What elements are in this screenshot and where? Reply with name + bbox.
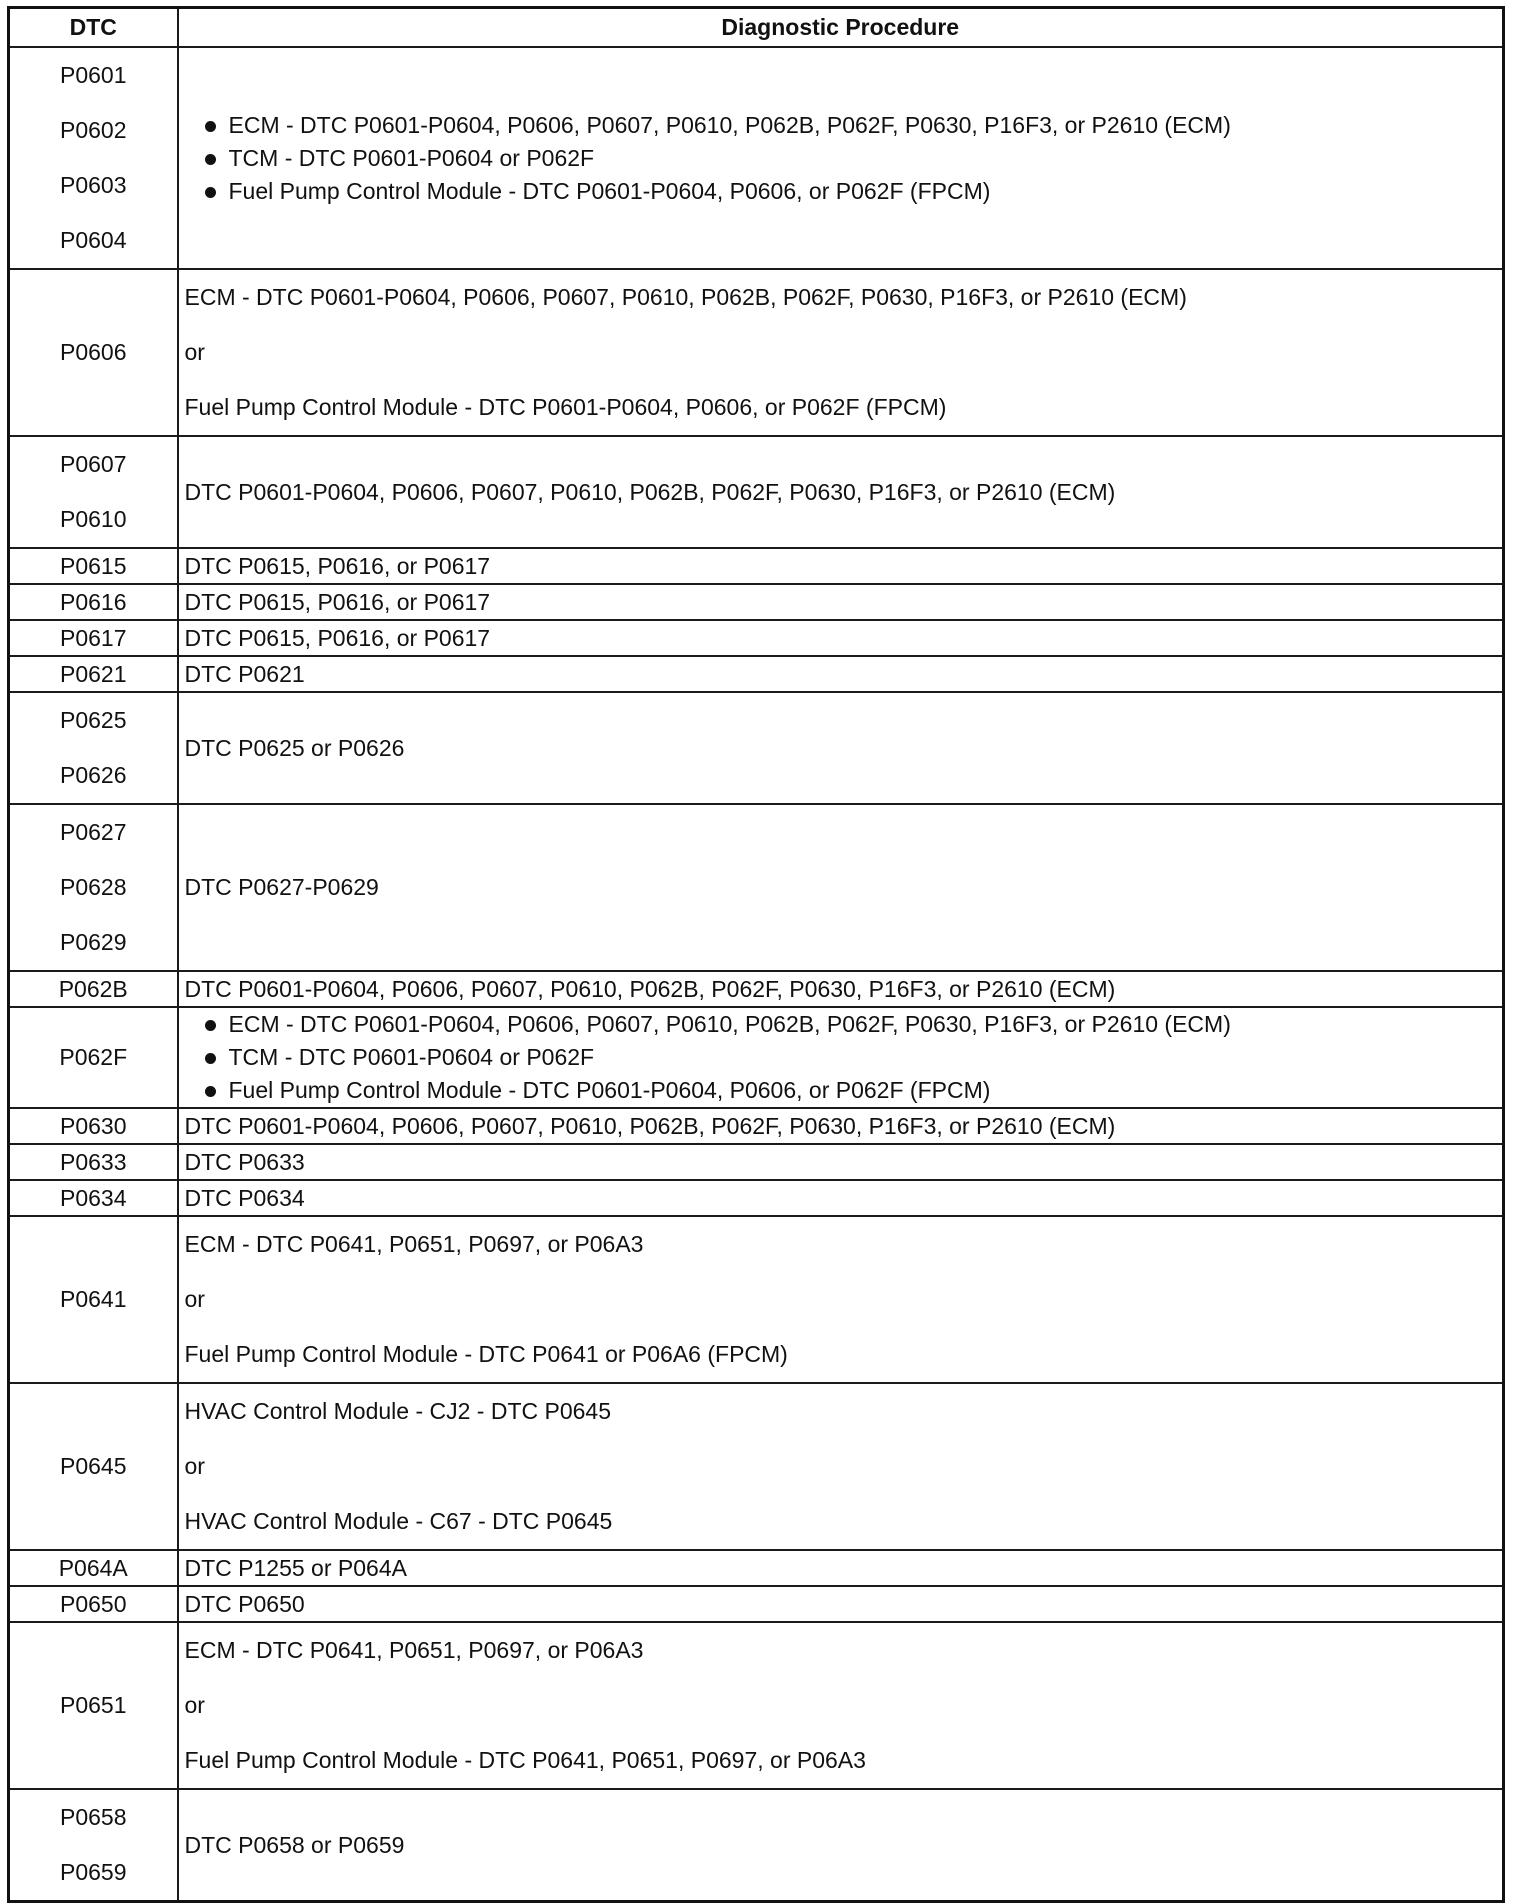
procedure-text: DTC P1255 or P064A [184, 1554, 407, 1581]
procedure-cell [178, 1586, 1504, 1622]
procedure-bullet-list [185, 109, 1497, 208]
dtc-code: P0627 [59, 819, 127, 845]
dtc-cell [9, 1007, 178, 1108]
procedure-text: DTC P0621 [184, 660, 305, 687]
procedure-cell [178, 692, 1504, 804]
dtc-cell [9, 1144, 178, 1180]
procedure-cell [178, 436, 1504, 548]
procedure-text: DTC P0615, P0616, or P0617 [184, 552, 491, 579]
table-row [9, 1108, 1504, 1144]
table-row [9, 620, 1504, 656]
dtc-code: P0616 [59, 588, 127, 615]
dtc-code: P0634 [59, 1184, 127, 1211]
procedure-cell [178, 1789, 1504, 1902]
table-row [9, 47, 1504, 269]
procedure-bullet-item: Fuel Pump Control Module - DTC P0601-P0604, P0606, or P062F (FPCM) [229, 175, 1497, 208]
procedure-bullet-item: TCM - DTC P0601-P0604 or P062F [229, 142, 1497, 175]
procedure-text: DTC P0601-P0604, P0606, P0607, P0610, P062B, P062F, P0630, P16F3, or P2610 (ECM) [184, 478, 1116, 505]
procedure-cell [178, 804, 1504, 971]
procedure-text: HVAC Control Module - CJ2 - DTC P0645 [184, 1398, 611, 1424]
table-row [9, 1144, 1504, 1180]
procedure-text: or [184, 1692, 205, 1718]
dtc-code: P0601 [59, 62, 127, 88]
dtc-code: P0606 [59, 339, 127, 365]
procedure-text: or [184, 339, 205, 365]
procedure-text: DTC P0634 [184, 1184, 305, 1211]
dtc-code: P0602 [59, 117, 127, 143]
dtc-cell [9, 548, 178, 584]
dtc-column-header: DTC [9, 8, 178, 48]
dtc-table [7, 6, 1505, 1903]
procedure-cell [178, 1144, 1504, 1180]
dtc-cell [9, 47, 178, 269]
procedure-text: DTC P0601-P0604, P0606, P0607, P0610, P062B, P062F, P0630, P16F3, or P2610 (ECM) [184, 975, 1116, 1002]
dtc-code: P0617 [59, 624, 127, 651]
procedure-cell [178, 47, 1504, 269]
table-row [9, 548, 1504, 584]
table-row [9, 804, 1504, 971]
dtc-code: P0650 [59, 1590, 127, 1617]
procedure-cell [178, 584, 1504, 620]
procedure-text: DTC P0627-P0629 [184, 874, 379, 900]
procedure-bullet-item: ECM - DTC P0601-P0604, P0606, P0607, P0610, P062B, P062F, P0630, P16F3, or P2610 (ECM) [229, 1008, 1497, 1041]
procedure-cell [178, 1383, 1504, 1550]
procedure-bullet-item: ECM - DTC P0601-P0604, P0606, P0607, P0610, P062B, P062F, P0630, P16F3, or P2610 (ECM) [229, 109, 1497, 142]
table-row [9, 1180, 1504, 1216]
dtc-cell [9, 1216, 178, 1383]
procedure-cell [178, 1550, 1504, 1586]
procedure-text: HVAC Control Module - C67 - DTC P0645 [184, 1508, 613, 1534]
dtc-cell [9, 436, 178, 548]
table-row [9, 1007, 1504, 1108]
procedure-bullet-item: TCM - DTC P0601-P0604 or P062F [229, 1041, 1497, 1074]
procedure-cell [178, 971, 1504, 1007]
table-row [9, 692, 1504, 804]
procedure-text: DTC P0615, P0616, or P0617 [184, 588, 491, 615]
table-row [9, 269, 1504, 436]
dtc-code: P0629 [59, 929, 127, 955]
procedure-text: ECM - DTC P0601-P0604, P0606, P0607, P0610, P062B, P062F, P0630, P16F3, or P2610 (ECM) [184, 284, 1187, 310]
procedure-text: Fuel Pump Control Module - DTC P0641, P0651, P0697, or P06A3 [184, 1747, 866, 1773]
procedure-text: DTC P0625 or P0626 [184, 734, 405, 761]
procedure-text: Fuel Pump Control Module - DTC P0601-P0604, P0606, or P062F (FPCM) [184, 394, 947, 420]
procedure-text: or [184, 1453, 205, 1479]
table-row [9, 1622, 1504, 1789]
dtc-code: P0610 [59, 506, 127, 532]
dtc-code: P064A [58, 1554, 128, 1581]
table-row [9, 584, 1504, 620]
procedure-cell [178, 656, 1504, 692]
dtc-cell [9, 1550, 178, 1586]
procedure-text: DTC P0633 [184, 1148, 305, 1175]
dtc-cell [9, 971, 178, 1007]
dtc-code: P062B [58, 975, 128, 1002]
table-row [9, 436, 1504, 548]
procedure-text: DTC P0601-P0604, P0606, P0607, P0610, P062B, P062F, P0630, P16F3, or P2610 (ECM) [184, 1112, 1116, 1139]
dtc-cell [9, 1108, 178, 1144]
dtc-cell [9, 584, 178, 620]
dtc-cell [9, 1586, 178, 1622]
dtc-cell [9, 804, 178, 971]
dtc-code: P062F [59, 1044, 128, 1070]
dtc-code: P0659 [59, 1859, 127, 1885]
dtc-code: P0630 [59, 1112, 127, 1139]
dtc-code: P0626 [59, 762, 127, 788]
procedure-cell [178, 1180, 1504, 1216]
procedure-text: ECM - DTC P0641, P0651, P0697, or P06A3 [184, 1231, 644, 1257]
procedure-column-header: Diagnostic Procedure [178, 8, 1504, 48]
procedure-cell [178, 269, 1504, 436]
dtc-cell [9, 656, 178, 692]
dtc-code: P0651 [59, 1692, 127, 1718]
table-row [9, 1586, 1504, 1622]
dtc-code: P0603 [59, 172, 127, 198]
dtc-code: P0615 [59, 552, 127, 579]
table-row [9, 1216, 1504, 1383]
procedure-text: ECM - DTC P0641, P0651, P0697, or P06A3 [184, 1637, 644, 1663]
dtc-cell [9, 692, 178, 804]
dtc-cell [9, 1622, 178, 1789]
table-row [9, 1789, 1504, 1902]
procedure-cell [178, 1216, 1504, 1383]
procedure-cell [178, 548, 1504, 584]
dtc-code: P0604 [59, 227, 127, 253]
dtc-code: P0607 [59, 451, 127, 477]
header-row [9, 8, 1504, 48]
dtc-code: P0621 [59, 660, 127, 687]
procedure-text: DTC P0658 or P0659 [184, 1831, 405, 1858]
procedure-text: DTC P0615, P0616, or P0617 [184, 624, 491, 651]
dtc-cell [9, 620, 178, 656]
table-row [9, 971, 1504, 1007]
procedure-bullet-item: Fuel Pump Control Module - DTC P0601-P0604, P0606, or P062F (FPCM) [229, 1074, 1497, 1107]
dtc-cell [9, 1180, 178, 1216]
procedure-bullet-list [185, 1008, 1497, 1107]
procedure-cell [178, 1108, 1504, 1144]
dtc-cell [9, 1789, 178, 1902]
table-row [9, 656, 1504, 692]
procedure-text: or [184, 1286, 205, 1312]
procedure-text: Fuel Pump Control Module - DTC P0641 or P06A6 (FPCM) [184, 1341, 788, 1367]
dtc-code: P0641 [59, 1286, 127, 1312]
dtc-cell [9, 1383, 178, 1550]
dtc-cell [9, 269, 178, 436]
dtc-code: P0628 [59, 874, 127, 900]
procedure-cell [178, 1622, 1504, 1789]
dtc-code: P0633 [59, 1148, 127, 1175]
table-row [9, 1550, 1504, 1586]
procedure-cell [178, 620, 1504, 656]
table-row [9, 1383, 1504, 1550]
dtc-code: P0645 [59, 1453, 127, 1479]
procedure-cell [178, 1007, 1504, 1108]
dtc-code: P0625 [59, 707, 127, 733]
dtc-code: P0658 [59, 1804, 127, 1830]
procedure-text: DTC P0650 [184, 1590, 305, 1617]
